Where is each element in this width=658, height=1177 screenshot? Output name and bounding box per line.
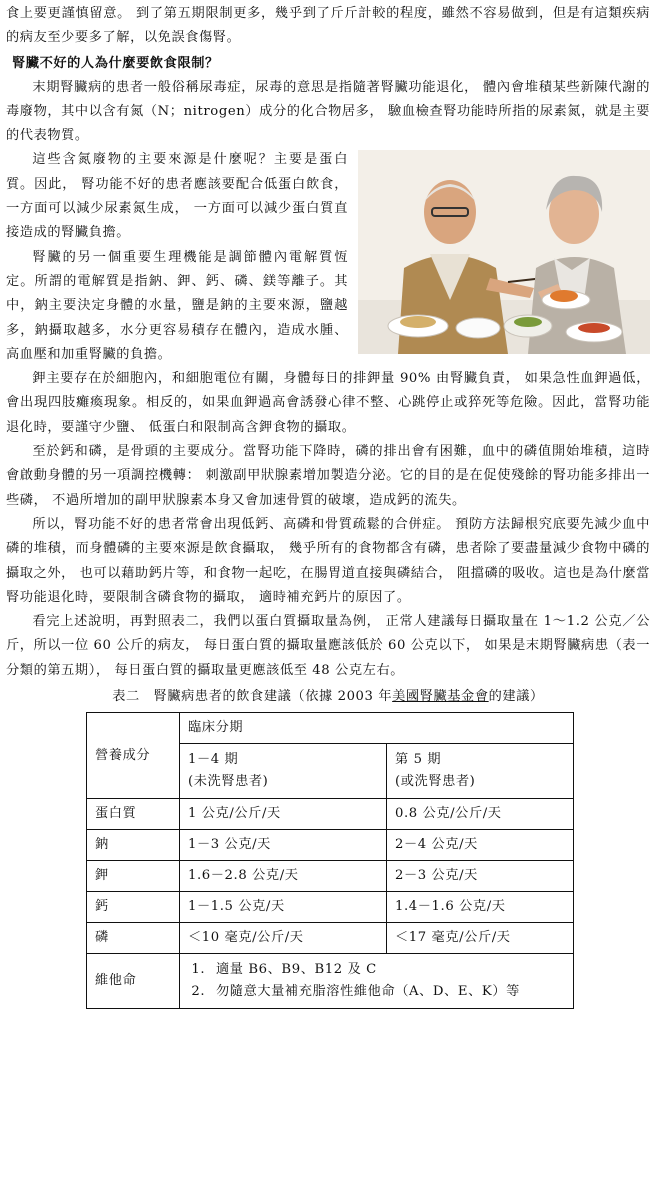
row-stage-5: 1.4－1.6 公克/天 bbox=[387, 892, 574, 923]
paragraph-potassium: 鉀主要存在於細胞內，和細胞電位有關，身體每日的排鉀量 90% 由腎臟負責， 如果急性血鉀過低，會出現四肢癱瘓現象。相反的，如果血鉀過高會誘發心律不整、心跳停止或猝死等危險。因此，當腎功能退化時，要謹守少鹽、 低蛋白和限制高含鉀食物的攝取。 bbox=[6, 371, 650, 435]
paragraph-protein: 這些含氮廢物的主要來源是什麼呢？主要是蛋白質。因此， 腎功能不好的患者應該要配合低蛋白飲食，一方面可以減少尿素氮生成， 一方面可以減少蛋白質直接造成的腎臟負擔。 bbox=[6, 152, 348, 241]
caption-suffix: 的建議） bbox=[488, 689, 544, 705]
table-row bbox=[87, 830, 574, 861]
row-stage-5: 2－3 公克/天 bbox=[387, 861, 574, 892]
elderly-couple-meal-photo bbox=[358, 150, 650, 354]
stage-header: 臨床分期 bbox=[180, 713, 574, 744]
row-nutrient: 鈉 bbox=[87, 830, 180, 861]
table-row bbox=[87, 892, 574, 923]
row-nutrient: 維他命 bbox=[87, 954, 180, 1009]
caption-foundation-link: 美國腎臟基金會 bbox=[392, 689, 489, 705]
table-caption bbox=[6, 686, 650, 708]
row-stage-5: 2－4 公克/天 bbox=[387, 830, 574, 861]
row-nutrient: 蛋白質 bbox=[87, 799, 180, 830]
table-header-row bbox=[87, 713, 574, 744]
stage-1-4-note: (未洗腎患者) bbox=[188, 774, 269, 790]
list-item: 1. 適量 B6、B9、B12 及 C bbox=[210, 959, 565, 981]
vitamin-advice-list bbox=[188, 959, 565, 1003]
paragraph-phosphorus-control: 所以，腎功能不好的患者常會出現低鈣、高磷和骨質疏鬆的合併症。 預防方法歸根究底要先減少血中磷的堆積，而身體磷的主要來源是飲食攝取， 幾乎所有的食物都含有磷，患者除了要盡量減少食物中磷的攝取之外， 也可以藉助鈣片等，和食物一起吃，在腸胃道直接與磷結合， 阻擋磷的吸收。這也是為什麼當腎功能退化時，要限制含磷食物的攝取， 適時補充鈣片的原因了。 bbox=[6, 516, 650, 605]
table-row bbox=[87, 861, 574, 892]
nutrient-header: 營養成分 bbox=[87, 713, 180, 799]
row-stage-1-4: 1－1.5 公克/天 bbox=[180, 892, 387, 923]
list-item: 2. 勿隨意大量補充脂溶性維他命（A、D、E、K）等 bbox=[210, 981, 565, 1003]
row-stage-1-4: 1－3 公克/天 bbox=[180, 830, 387, 861]
caption-prefix: 表二 腎臟病患者的飲食建議（依據 2003 年 bbox=[112, 689, 393, 705]
stage-5-header bbox=[387, 744, 574, 799]
table-row bbox=[87, 923, 574, 954]
row-stage-1-4: 1 公克/公斤/天 bbox=[180, 799, 387, 830]
row-stage-5: 0.8 公克/公斤/天 bbox=[387, 799, 574, 830]
table-row bbox=[87, 799, 574, 830]
diet-recommendation-table bbox=[86, 712, 574, 1009]
row-stage-1-4: 1.6－2.8 公克/天 bbox=[180, 861, 387, 892]
paragraph-protein-example: 看完上述說明，再對照表二，我們以蛋白質攝取量為例， 正常人建議每日攝取量在 1～1.2 公克／公斤，所以一位 60 公斤的病友， 每日蛋白質的攝取量應該低於 60 公克以下， 如果是末期腎臟病患（表一分類的第五期）， 每日蛋白質的攝取量更應該低至 48 公克左右。 bbox=[6, 614, 650, 678]
vitamin-advice bbox=[180, 954, 574, 1009]
photo-text-wrap bbox=[6, 148, 650, 367]
row-nutrient: 鉀 bbox=[87, 861, 180, 892]
stage-1-4-header bbox=[180, 744, 387, 799]
row-nutrient: 磷 bbox=[87, 923, 180, 954]
stage-5-label: 第 5 期 bbox=[395, 752, 442, 768]
document-page bbox=[6, 2, 650, 1009]
section-heading: 腎臟不好的人為什麼要飲食限制？ bbox=[12, 55, 219, 71]
row-stage-1-4: ＜10 毫克/公斤/天 bbox=[180, 923, 387, 954]
table-row-vitamin bbox=[87, 954, 574, 1009]
row-stage-5: ＜17 毫克/公斤/天 bbox=[387, 923, 574, 954]
paragraph-electrolytes: 腎臟的另一個重要生理機能是調節體內電解質恆定。所謂的電解質是指鈉、鉀、鈣、磷、鎂等離子。其中，鈉主要決定身體的水量，鹽是鈉的主要來源，鹽越多，鈉攝取越多，水分更容易積存在體內，造成水腫、高血壓和加重腎臟的負擔。 bbox=[6, 249, 348, 362]
paragraph-intro: 食上要更謹慎留意。 到了第五期限制更多，幾乎到了斤斤計較的程度，雖然不容易做到，但是有這類疾病的病友至少要多了解，以免誤食傷腎。 bbox=[6, 6, 650, 46]
row-nutrient: 鈣 bbox=[87, 892, 180, 923]
stage-5-note: (或洗腎患者) bbox=[395, 774, 476, 790]
paragraph-calcium-phosphorus: 至於鈣和磷，是骨頭的主要成分。當腎功能下降時，磷的排出會有困難，血中的磷值開始堆積，這時會啟動身體的另一項調控機轉： 刺激副甲狀腺素增加製造分泌。它的目的是在促使殘餘的腎功能多排出一些磷， 不過所增加的副甲狀腺素本身又會加速骨質的破壞，造成鈣的流失。 bbox=[6, 444, 650, 508]
paragraph-uremia: 末期腎臟病的患者一般俗稱尿毒症，尿毒的意思是指隨著腎臟功能退化， 體內會堆積某些新陳代謝的毒廢物，其中以含有氮（N；nitrogen）成分的化合物居多， 驗血檢查腎功能時所指的尿素氮，就是主要的代表物質。 bbox=[6, 79, 651, 144]
stage-1-4-label: 1－4 期 bbox=[188, 752, 239, 768]
